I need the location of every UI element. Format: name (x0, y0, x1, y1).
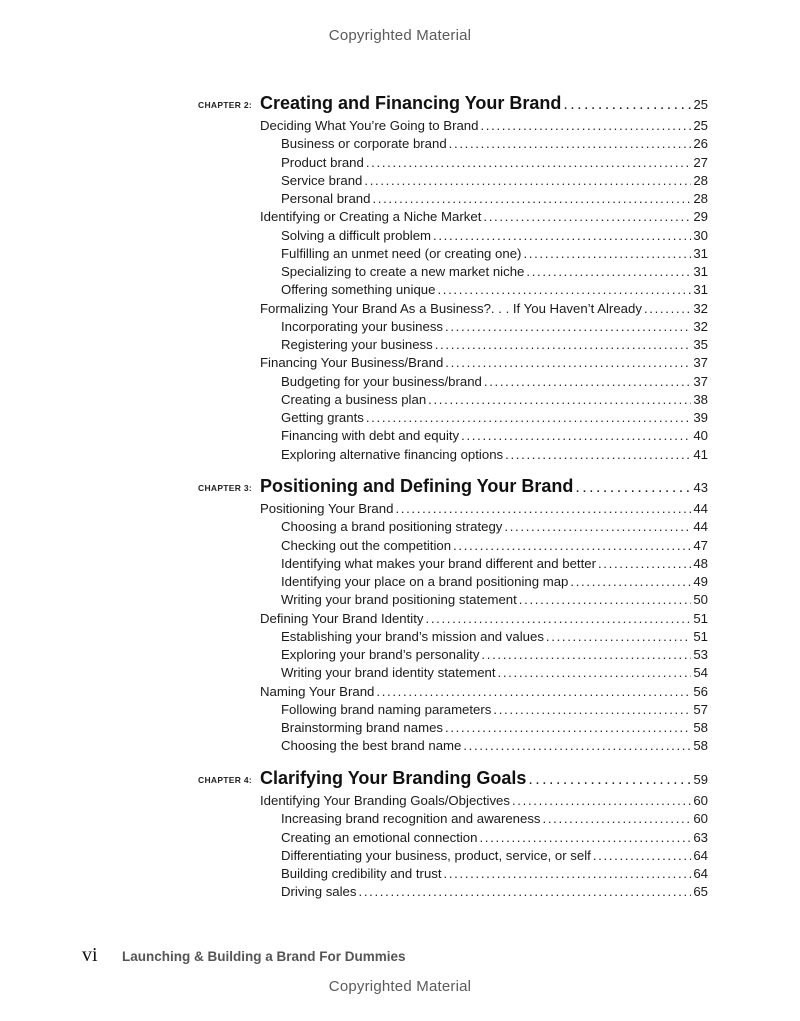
entry-page-number: 31 (693, 264, 708, 279)
entry-title: Specializing to create a new market niche (281, 264, 525, 279)
dot-leader (372, 190, 691, 208)
entry-page-number: 58 (693, 720, 708, 735)
entry-page-number: 28 (693, 172, 708, 188)
toc-subsection-entry[interactable] (281, 591, 708, 609)
entry-title: Writing your brand identity statement (281, 665, 496, 681)
entry-page-number: 26 (693, 136, 708, 152)
entry-page-number: 58 (693, 738, 708, 754)
toc-subsection-entry[interactable] (281, 719, 708, 737)
entry-title: Personal brand (281, 191, 371, 206)
toc-subsection-entry[interactable] (281, 281, 708, 299)
dot-leader (445, 354, 691, 372)
dot-leader (504, 518, 691, 536)
toc-subsection-entry[interactable] (281, 391, 708, 409)
toc-subsection-entry[interactable] (281, 263, 708, 281)
toc-section-entry[interactable] (260, 117, 708, 135)
entry-title: Checking out the competition (281, 537, 452, 553)
toc-subsection-entry[interactable] (281, 865, 708, 883)
dot-leader (519, 591, 692, 609)
chapter-heading[interactable] (0, 768, 800, 794)
dot-leader (493, 701, 691, 719)
chapter-page-number: 43 (693, 480, 708, 495)
toc-subsection-entry[interactable] (281, 737, 708, 755)
entry-page-number: 49 (693, 574, 708, 589)
entry-page-number: 60 (693, 793, 708, 808)
entry-title: Driving sales (281, 884, 357, 900)
toc-subsection-entry[interactable] (281, 245, 708, 263)
dot-leader (376, 683, 691, 701)
entry-page-number: 64 (693, 847, 708, 863)
entry-page-number: 32 (693, 300, 708, 316)
entry-page-number: 29 (693, 209, 708, 225)
entry-page-number: 28 (693, 191, 708, 206)
toc-subsection-entry[interactable] (281, 664, 708, 682)
dot-leader (523, 245, 691, 263)
entry-page-number: 35 (693, 337, 708, 352)
chapter-title: Positioning and Defining Your Brand (260, 476, 574, 496)
entry-page-number: 65 (693, 884, 708, 900)
dot-leader (463, 737, 691, 755)
dot-leader (433, 227, 691, 245)
entry-title: Service brand (281, 172, 363, 188)
entry-title: Incorporating your business (281, 318, 444, 334)
toc-subsection-entry[interactable] (281, 318, 708, 336)
entry-title: Defining Your Brand Identity (260, 610, 424, 626)
entry-page-number: 51 (693, 628, 708, 644)
dot-leader (570, 573, 691, 591)
toc-subsection-entry[interactable] (281, 537, 708, 555)
entry-title: Solving a difficult problem (281, 227, 432, 243)
entry-title: Exploring your brand’s personality (281, 647, 480, 662)
dot-leader (528, 771, 691, 789)
entry-title: Building credibility and trust (281, 866, 442, 881)
entry-title: Creating an emotional connection (281, 829, 478, 845)
running-footer-title: Launching & Building a Brand For Dummies (122, 949, 406, 964)
toc-subsection-entry[interactable] (281, 628, 708, 646)
entry-title: Creating a business plan (281, 391, 427, 407)
chapter-heading[interactable] (0, 93, 800, 119)
entry-title: Deciding What You’re Going to Brand (260, 118, 479, 133)
dot-leader (644, 300, 691, 318)
entry-page-number: 39 (693, 410, 708, 425)
entry-page-number: 44 (693, 501, 708, 516)
entry-page-number: 27 (693, 154, 708, 170)
dot-leader (366, 409, 691, 427)
toc-section-entry[interactable] (260, 792, 708, 810)
chapter-page-number: 59 (693, 772, 708, 787)
toc-section-entry[interactable] (260, 208, 708, 226)
toc-subsection-entry[interactable] (281, 373, 708, 391)
dot-leader (484, 373, 691, 391)
entry-title: Business or corporate brand (281, 136, 447, 152)
toc-subsection-entry[interactable] (281, 135, 708, 153)
entry-title: Positioning Your Brand (260, 501, 394, 516)
toc-subsection-entry[interactable] (281, 190, 708, 208)
toc-subsection-entry[interactable] (281, 883, 708, 901)
entry-title: Product brand (281, 154, 364, 170)
toc-subsection-entry[interactable] (281, 518, 708, 536)
toc-section-entry[interactable] (260, 610, 708, 628)
entry-page-number: 41 (693, 446, 708, 462)
dot-leader (435, 336, 692, 354)
chapter-heading[interactable] (0, 476, 800, 502)
entry-page-number: 48 (693, 555, 708, 571)
entry-title: Identifying your place on a brand positioning map (281, 574, 569, 589)
entry-page-number: 37 (693, 373, 708, 389)
dot-leader (437, 281, 691, 299)
entry-page-number: 60 (693, 811, 708, 827)
toc-subsection-entry[interactable] (281, 227, 708, 245)
toc-section-entry[interactable] (260, 354, 708, 372)
page-number: vi (82, 944, 98, 966)
dot-leader (364, 172, 691, 190)
dot-leader (359, 883, 692, 901)
entry-title: Identifying what makes your brand different and better (281, 555, 596, 571)
dot-leader (505, 446, 691, 464)
entry-page-number: 25 (693, 118, 708, 133)
entry-title: Brainstorming brand names (281, 720, 443, 735)
dot-leader (479, 829, 691, 847)
dot-leader (563, 96, 691, 114)
dot-leader (543, 810, 692, 828)
toc-subsection-entry[interactable] (281, 646, 708, 664)
entry-title: Increasing brand recognition and awareness (281, 811, 541, 827)
chapter-label: CHAPTER 4: (198, 775, 253, 785)
chapter-label: CHAPTER 2: (198, 100, 253, 110)
dot-leader (526, 263, 691, 281)
entry-title: Differentiating your business, product, service, or self (281, 847, 591, 863)
entry-title: Financing with debt and equity (281, 428, 460, 444)
entry-page-number: 64 (693, 866, 708, 881)
toc-subsection-entry[interactable] (281, 446, 708, 464)
entry-title: Naming Your Brand (260, 683, 375, 699)
dot-leader (449, 135, 692, 153)
dot-leader (483, 208, 691, 226)
dot-leader (444, 865, 692, 883)
entry-page-number: 63 (693, 829, 708, 845)
entry-title: Establishing your brand’s mission and values (281, 628, 544, 644)
dot-leader (445, 318, 691, 336)
entry-title: Following brand naming parameters (281, 701, 492, 717)
toc-subsection-entry[interactable] (281, 336, 708, 354)
entry-title: Registering your business (281, 337, 433, 352)
dot-leader (461, 427, 691, 445)
entry-page-number: 31 (693, 282, 708, 298)
dot-leader (575, 479, 691, 497)
entry-page-number: 40 (693, 428, 708, 444)
entry-page-number: 47 (693, 537, 708, 553)
entry-page-number: 32 (693, 318, 708, 334)
entry-title: Choosing the best brand name (281, 738, 462, 754)
entry-page-number: 50 (693, 592, 708, 608)
dot-leader (445, 719, 691, 737)
toc-subsection-entry[interactable] (281, 829, 708, 847)
toc-subsection-entry[interactable] (281, 810, 708, 828)
toc-section-entry[interactable] (260, 683, 708, 701)
entry-title: Financing Your Business/Brand (260, 355, 444, 371)
chapter-title: Clarifying Your Branding Goals (260, 768, 527, 788)
dot-leader (428, 391, 691, 409)
toc-subsection-entry[interactable] (281, 409, 708, 427)
toc-section-entry[interactable] (260, 500, 708, 518)
toc-section-entry[interactable] (260, 300, 708, 318)
entry-page-number: 57 (693, 701, 708, 717)
dot-leader (453, 537, 691, 555)
entry-page-number: 31 (693, 245, 708, 261)
entry-page-number: 54 (693, 665, 708, 681)
dot-leader (395, 500, 691, 518)
entry-page-number: 51 (693, 610, 708, 626)
entry-title: Fulfilling an unmet need (or creating one) (281, 245, 522, 261)
dot-leader (498, 664, 692, 682)
toc-subsection-entry[interactable] (281, 847, 708, 865)
dot-leader (481, 646, 691, 664)
entry-page-number: 53 (693, 647, 708, 662)
toc-subsection-entry[interactable] (281, 172, 708, 190)
dot-leader (366, 154, 691, 172)
chapter-label: CHAPTER 3: (198, 483, 253, 493)
dot-leader (512, 792, 691, 810)
entry-title: Identifying Your Branding Goals/Objectives (260, 793, 510, 808)
entry-title: Getting grants (281, 410, 364, 425)
toc-subsection-entry[interactable] (281, 154, 708, 172)
entry-title: Budgeting for your business/brand (281, 373, 482, 389)
dot-leader (546, 628, 691, 646)
dot-leader (426, 610, 692, 628)
entry-page-number: 56 (693, 683, 708, 699)
entry-page-number: 38 (693, 391, 708, 407)
watermark-top: Copyrighted Material (328, 27, 472, 44)
entry-page-number: 30 (693, 227, 708, 243)
entry-title: Choosing a brand positioning strategy (281, 519, 503, 535)
dot-leader (480, 117, 691, 135)
entry-title: Exploring alternative financing options (281, 446, 504, 462)
entry-title: Offering something unique (281, 282, 436, 298)
chapter-title: Creating and Financing Your Brand (260, 93, 562, 113)
entry-page-number: 44 (693, 519, 708, 535)
chapter-page-number: 25 (693, 97, 708, 112)
toc-subsection-entry[interactable] (281, 427, 708, 445)
watermark-bottom: Copyrighted Material (328, 978, 472, 995)
toc-subsection-entry[interactable] (281, 555, 708, 573)
dot-leader (598, 555, 691, 573)
entry-title: Identifying or Creating a Niche Market (260, 209, 482, 225)
dot-leader (593, 847, 692, 865)
toc-subsection-entry[interactable] (281, 573, 708, 591)
entry-page-number: 37 (693, 355, 708, 371)
toc-subsection-entry[interactable] (281, 701, 708, 719)
entry-title: Writing your brand positioning statement (281, 592, 517, 608)
entry-title: Formalizing Your Brand As a Business?. . . If You Haven’t Already (260, 300, 642, 316)
